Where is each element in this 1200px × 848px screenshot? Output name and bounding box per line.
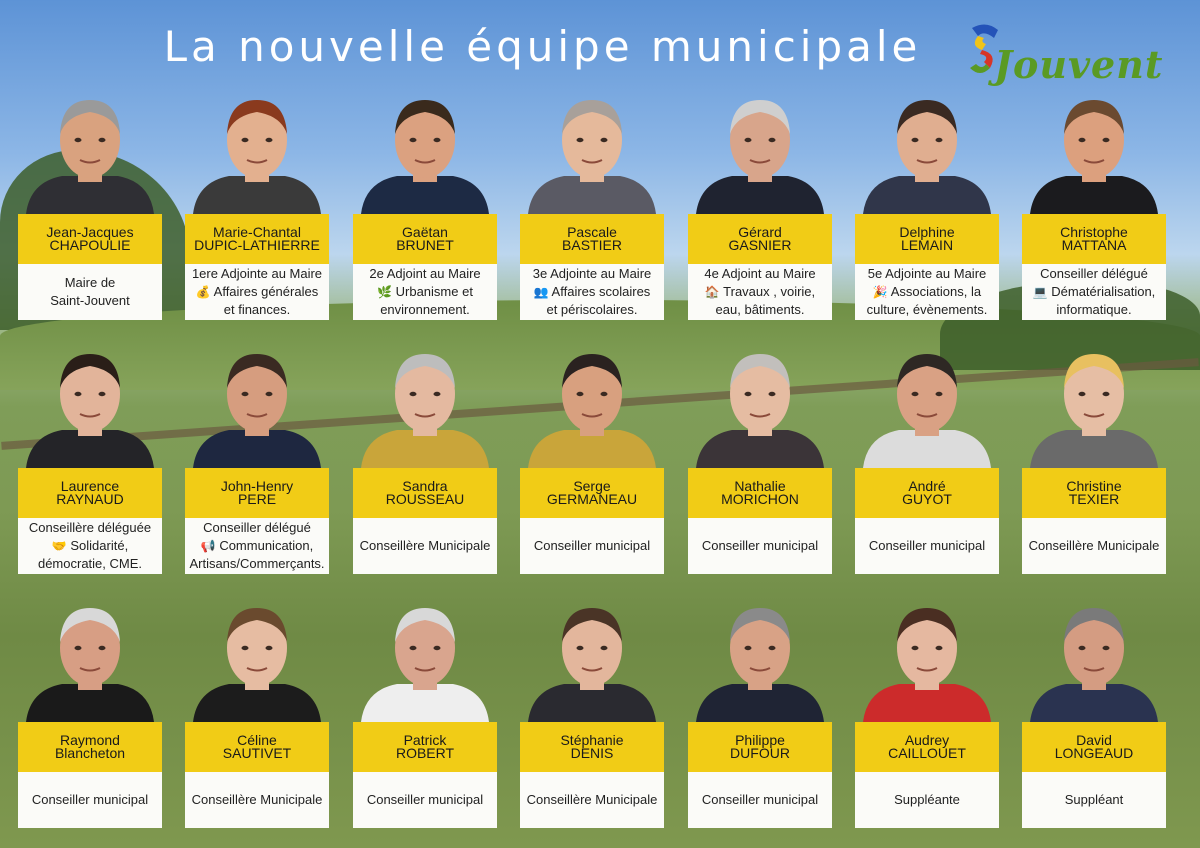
role-topic-icon: 💰 xyxy=(195,285,211,299)
member-role-line: 4e Adjoint au Maire xyxy=(704,266,816,281)
member-first-name: Delphine xyxy=(899,224,955,240)
member-role-line: eau, bâtiments. xyxy=(715,302,805,317)
member-last-name: GUYOT xyxy=(902,491,952,507)
member-name-label xyxy=(688,214,832,264)
member-role-box xyxy=(18,518,162,574)
role-topic-icon: 🌿 xyxy=(377,285,393,299)
member-last-name: DUPIC-LATHIERRE xyxy=(194,237,320,253)
portrait-photo xyxy=(1022,350,1166,468)
member-last-name: CHAPOULIE xyxy=(49,237,131,253)
member-role-line: 5e Adjointe au Maire xyxy=(867,266,987,281)
role-topic-icon: 🤝 xyxy=(51,539,67,553)
member-first-name: Patrick xyxy=(403,732,447,748)
member-role-box xyxy=(688,518,832,574)
member-name-label xyxy=(1022,468,1166,518)
portrait-photo xyxy=(855,350,999,468)
member-role-line: culture, évènements. xyxy=(866,302,988,317)
member-role-line: Conseiller délégué xyxy=(203,520,311,535)
member-role-line: démocratie, CME. xyxy=(37,556,143,571)
member-role-line: informatique. xyxy=(1056,302,1132,317)
member-role-line: Conseiller municipal xyxy=(533,538,651,553)
member-role-line: 1ere Adjointe au Maire xyxy=(191,266,323,281)
member-role-line: 💰 Affaires générales xyxy=(195,284,319,299)
member-first-name: Raymond xyxy=(60,732,120,748)
member-role-box xyxy=(353,518,497,574)
member-last-name: RAYNAUD xyxy=(56,491,124,507)
member-role-box xyxy=(688,772,832,828)
member-role-box xyxy=(855,264,999,320)
member-role-line: 📢 Communication, xyxy=(200,538,314,553)
member-role-box xyxy=(185,518,329,574)
member-first-name: Sandra xyxy=(402,478,448,494)
member-first-name: Philippe xyxy=(735,732,785,748)
member-role-line: Suppléante xyxy=(894,792,960,807)
member-role-line: Conseiller municipal xyxy=(701,792,819,807)
portrait-photo xyxy=(353,96,497,214)
member-role-line: Conseiller municipal xyxy=(868,538,986,553)
member-role-box xyxy=(1022,518,1166,574)
member-role-line: Maire de xyxy=(64,275,116,290)
portrait-photo xyxy=(353,604,497,722)
member-last-name: ROUSSEAU xyxy=(385,491,465,507)
role-topic-icon: 🎉 xyxy=(872,285,888,299)
member-last-name: PERE xyxy=(237,491,277,507)
member-first-name: Céline xyxy=(237,732,277,748)
member-role-box xyxy=(1022,772,1166,828)
portrait-photo xyxy=(185,604,329,722)
member-role-line: Conseiller municipal xyxy=(701,538,819,553)
member-role-box xyxy=(520,264,664,320)
member-last-name: GERMANEAU xyxy=(546,491,638,507)
portrait-photo xyxy=(185,96,329,214)
member-last-name: LEMAIN xyxy=(900,237,954,253)
member-role-box xyxy=(18,772,162,828)
member-name-label xyxy=(353,468,497,518)
member-role-line: Conseiller municipal xyxy=(31,792,149,807)
portrait-photo xyxy=(520,350,664,468)
member-name-label xyxy=(185,468,329,518)
member-last-name: Blancheton xyxy=(54,745,126,761)
member-last-name: ROBERT xyxy=(395,745,455,761)
portrait-photo xyxy=(185,350,329,468)
member-last-name: MATTANA xyxy=(1061,237,1127,253)
member-first-name: Nathalie xyxy=(734,478,786,494)
member-role-line: Conseiller délégué xyxy=(1040,266,1148,281)
member-first-name: Stéphanie xyxy=(560,732,624,748)
member-name-label xyxy=(520,468,664,518)
member-role-line: Conseillère déléguée xyxy=(28,520,152,535)
logo-text: Jouvent xyxy=(994,42,1164,87)
member-first-name: Christophe xyxy=(1060,224,1128,240)
member-role-line: Artisans/Commerçants. xyxy=(189,556,325,571)
member-role-line: 💻 Dématérialisation, xyxy=(1032,284,1156,299)
member-name-label xyxy=(855,722,999,772)
member-name-label xyxy=(18,722,162,772)
member-first-name: Serge xyxy=(573,478,611,494)
member-role-line: 🎉 Associations, la xyxy=(872,284,982,299)
member-name-label xyxy=(520,722,664,772)
member-name-label xyxy=(185,722,329,772)
member-role-line: environnement. xyxy=(380,302,470,317)
member-name-label xyxy=(18,214,162,264)
member-name-label xyxy=(185,214,329,264)
member-role-line: et finances. xyxy=(223,302,291,317)
portrait-photo xyxy=(353,350,497,468)
member-name-label xyxy=(855,468,999,518)
member-role-line: 2e Adjoint au Maire xyxy=(369,266,481,281)
member-role-line: 👥 Affaires scolaires xyxy=(533,284,651,299)
member-role-line: Conseillère Municipale xyxy=(359,538,491,553)
member-last-name: TEXIER xyxy=(1068,491,1120,507)
portrait-photo xyxy=(688,96,832,214)
member-role-line: Conseillère Municipale xyxy=(526,792,658,807)
member-last-name: BRUNET xyxy=(396,237,454,253)
member-role-box xyxy=(1022,264,1166,320)
member-last-name: LONGEAUD xyxy=(1054,745,1134,761)
member-role-line: 🤝 Solidarité, xyxy=(51,538,129,553)
portrait-photo xyxy=(688,604,832,722)
portrait-photo xyxy=(520,604,664,722)
member-name-label xyxy=(855,214,999,264)
member-name-label xyxy=(353,722,497,772)
member-role-line: 🌿 Urbanisme et xyxy=(377,284,473,299)
member-name-label xyxy=(353,214,497,264)
member-role-box xyxy=(855,772,999,828)
jouvent-logo xyxy=(968,18,1164,90)
member-name-label xyxy=(1022,722,1166,772)
member-role-box xyxy=(520,518,664,574)
member-last-name: BASTIER xyxy=(562,237,622,253)
portrait-photo xyxy=(1022,96,1166,214)
member-first-name: Marie-Chantal xyxy=(213,224,301,240)
member-role-line: Suppléant xyxy=(1064,792,1124,807)
member-role-box xyxy=(185,264,329,320)
member-first-name: André xyxy=(908,478,946,494)
member-role-box xyxy=(855,518,999,574)
portrait-photo xyxy=(855,604,999,722)
member-first-name: Laurence xyxy=(60,478,120,494)
member-role-line: 🏠 Travaux , voirie, xyxy=(704,284,816,299)
member-role-line: et périscolaires. xyxy=(546,302,638,317)
member-role-box xyxy=(520,772,664,828)
member-last-name: DUFOUR xyxy=(730,745,790,761)
member-first-name: Gérard xyxy=(738,224,782,240)
member-last-name: CAILLOUET xyxy=(888,745,966,761)
portrait-photo xyxy=(18,350,162,468)
member-name-label xyxy=(1022,214,1166,264)
member-first-name: Christine xyxy=(1066,478,1122,494)
member-last-name: SAUTIVET xyxy=(222,745,292,761)
member-role-line: Conseiller municipal xyxy=(366,792,484,807)
member-role-box xyxy=(353,264,497,320)
member-first-name: Pascale xyxy=(567,224,617,240)
member-first-name: Audrey xyxy=(904,732,950,748)
role-topic-icon: 👥 xyxy=(533,285,549,299)
member-last-name: GASNIER xyxy=(728,237,792,253)
member-name-label xyxy=(18,468,162,518)
portrait-photo xyxy=(18,96,162,214)
member-role-line: Conseillère Municipale xyxy=(191,792,323,807)
role-topic-icon: 💻 xyxy=(1032,285,1048,299)
portrait-photo xyxy=(520,96,664,214)
member-first-name: Jean-Jacques xyxy=(46,224,134,240)
member-role-box xyxy=(688,264,832,320)
role-topic-icon: 📢 xyxy=(200,539,216,553)
member-first-name: John-Henry xyxy=(220,478,294,494)
role-topic-icon: 🏠 xyxy=(704,285,720,299)
member-name-label xyxy=(688,722,832,772)
member-first-name: Gaëtan xyxy=(402,224,448,240)
member-role-line: Conseillère Municipale xyxy=(1028,538,1160,553)
member-name-label xyxy=(520,214,664,264)
member-last-name: MORICHON xyxy=(721,491,799,507)
member-role-box xyxy=(185,772,329,828)
member-first-name: David xyxy=(1076,732,1112,748)
page-title: La nouvelle équipe municipale xyxy=(163,22,922,71)
portrait-photo xyxy=(1022,604,1166,722)
portrait-photo xyxy=(18,604,162,722)
member-role-box xyxy=(353,772,497,828)
portrait-photo xyxy=(688,350,832,468)
member-role-box xyxy=(18,264,162,320)
member-role-line: 3e Adjointe au Maire xyxy=(532,266,652,281)
member-last-name: DENIS xyxy=(570,745,614,761)
member-role-line: Saint-Jouvent xyxy=(50,293,130,308)
portrait-photo xyxy=(855,96,999,214)
member-name-label xyxy=(688,468,832,518)
